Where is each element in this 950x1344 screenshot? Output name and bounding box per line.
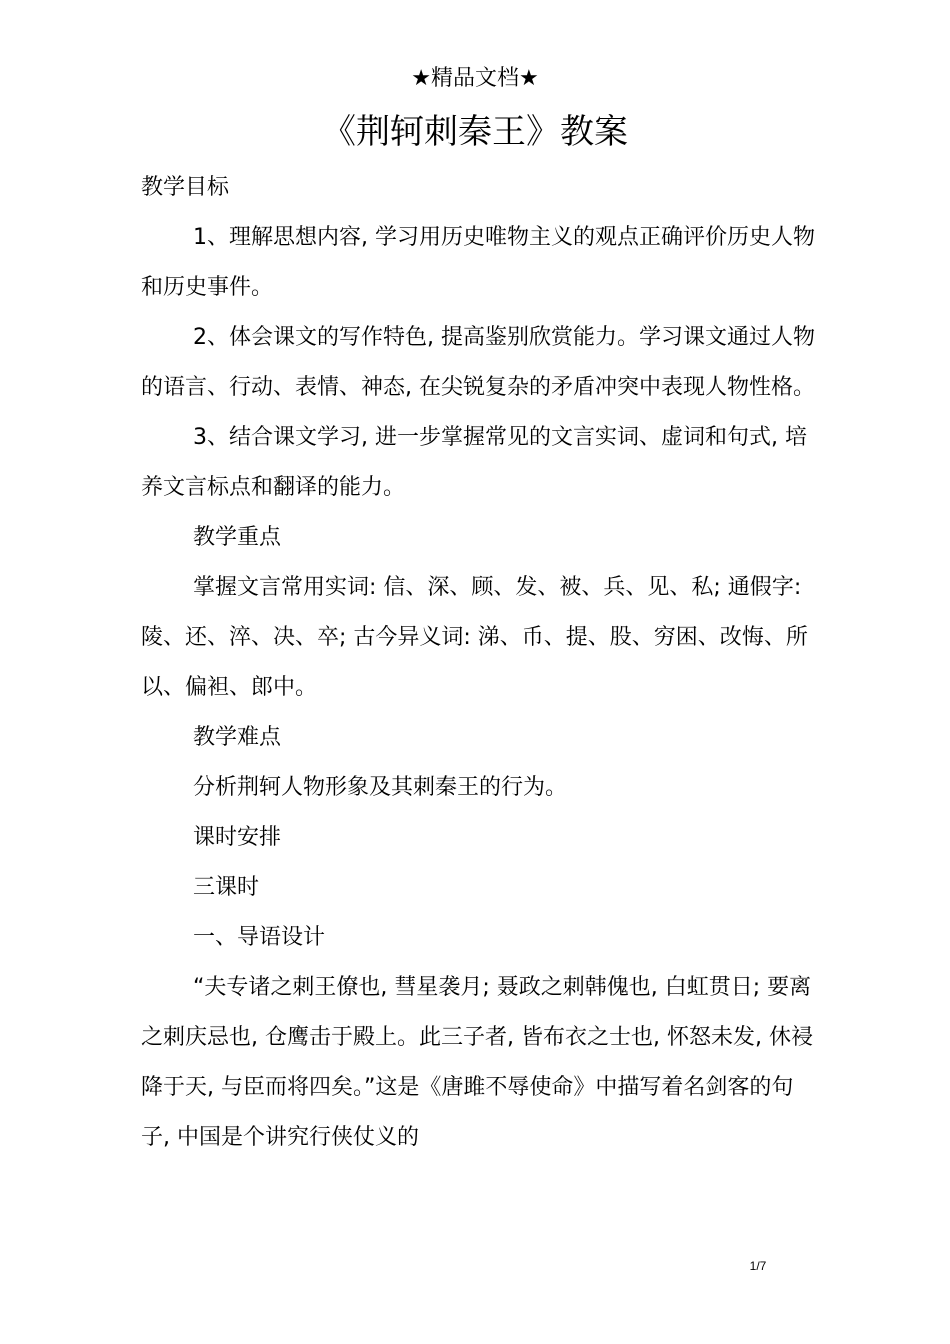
paragraph-key-points: 掌握文言常用实词: 信、深、顾、发、被、兵、见、私; 通假字: 陵、还、淬、决、卒; 古今异义词: 涕、币、提、股、穷困、改悔、所以、偏袒、郎中。 [141, 575, 808, 700]
paragraph-objective-1: 1、理解思想内容, 学习用历史唯物主义的观点正确评价历史人物和历史事件。 [141, 225, 815, 300]
paragraph-objective-2: 2、体会课文的写作特色, 提高鉴别欣赏能力。学习课文通过人物的语言、行动、表情、神态, 在尖锐复杂的矛盾冲突中表现人物性格。 [141, 325, 815, 400]
paragraph-difficulties: 分析荆轲人物形象及其刺秦王的行为。 [193, 775, 568, 800]
section-heading-introduction: 一、导语设计 [193, 925, 326, 950]
page-header-label: ★精品文档★ [411, 66, 539, 91]
section-heading-schedule: 课时安排 [193, 825, 282, 850]
section-heading-key-points: 教学重点 [193, 525, 282, 550]
paragraph-schedule: 三课时 [193, 875, 260, 900]
section-heading-objectives: 教学目标 [141, 175, 230, 200]
document-title: 《荆轲刺秦王》教案 [322, 112, 628, 152]
paragraph-introduction: “夫专诸之刺王僚也, 彗星袭月; 聂政之刺韩傀也, 白虹贯日; 要离之刺庆忌也, 仓鹰击于殿上。此三子者, 皆布衣之士也, 怀怒未发, 休祲降于天, 与臣而将四矣。”这是《唐雎不辱使命》中描写着名剑客的句子, 中国是个讲究行侠仗义的 [141, 975, 813, 1150]
page-number: 1/7 [749, 1259, 767, 1273]
section-heading-difficulties: 教学难点 [193, 725, 282, 750]
paragraph-objective-3: 3、结合课文学习, 进一步掌握常见的文言实词、虚词和句式, 培养文言标点和翻译的能力。 [141, 425, 807, 500]
document-body [141, 163, 821, 1163]
